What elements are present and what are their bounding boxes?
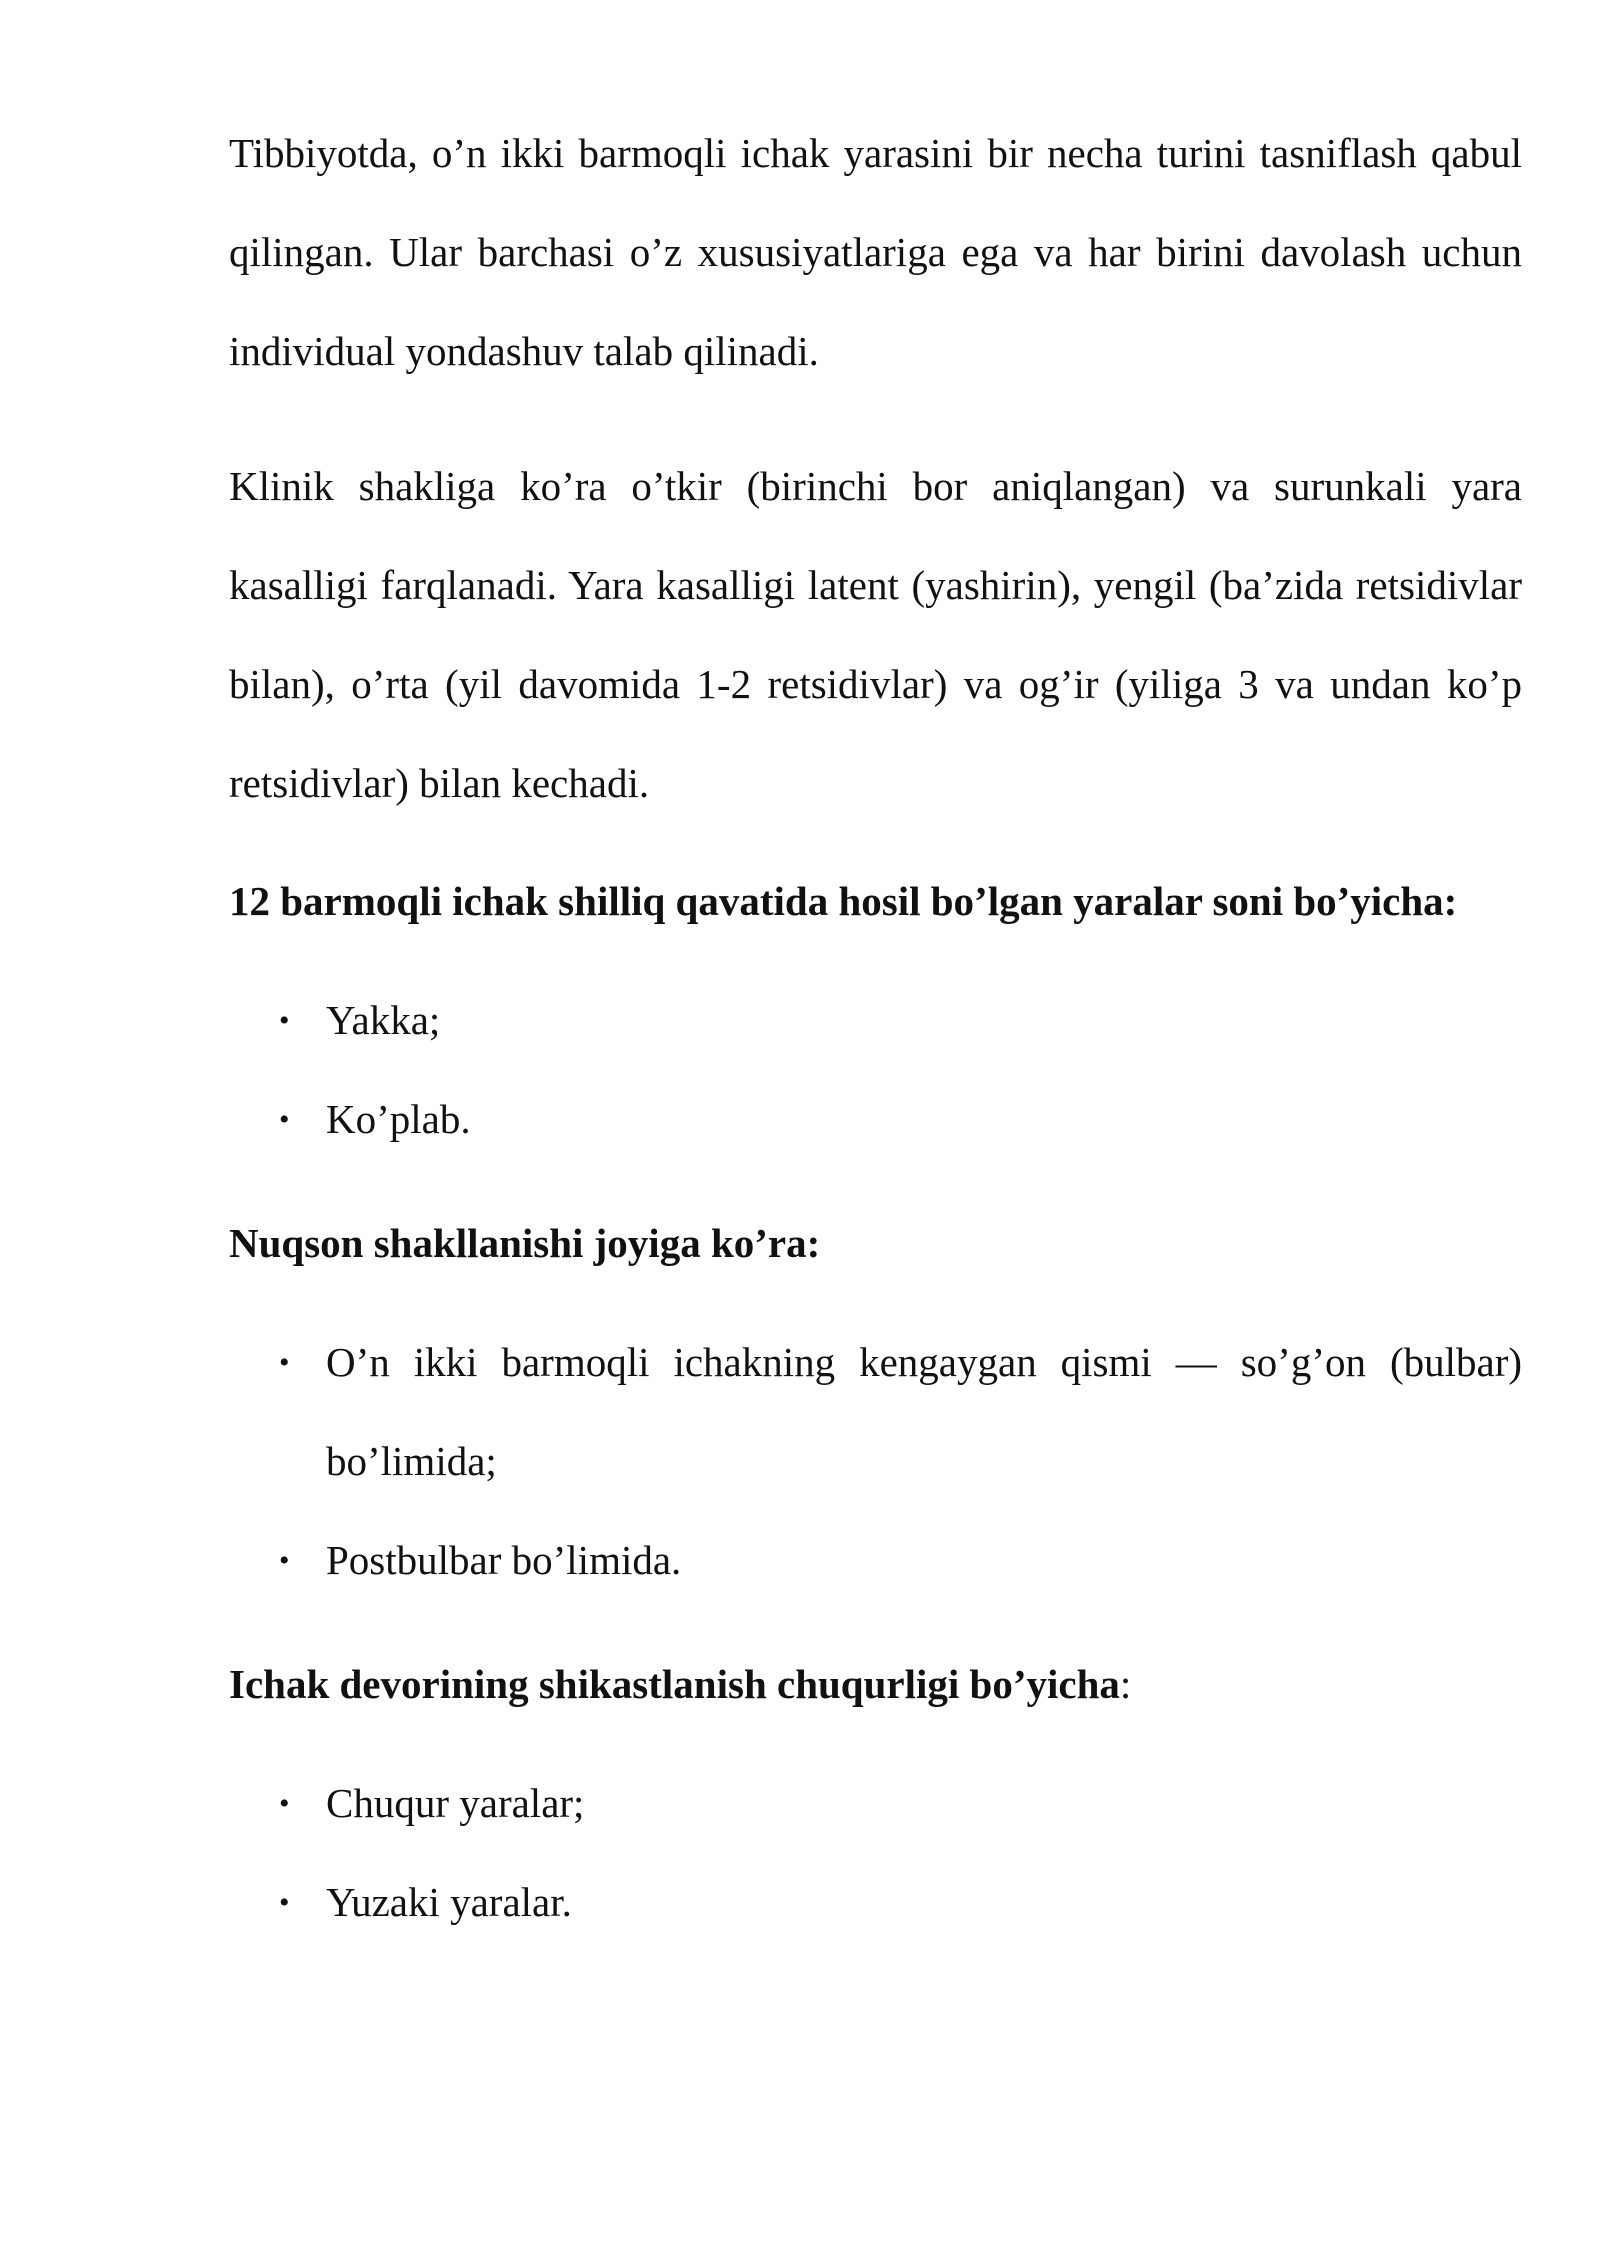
- list-item-text: Postbulbar bo’limida.: [326, 1537, 682, 1583]
- bullet-icon: •: [279, 1544, 290, 1577]
- list-item-text: Chuqur yaralar;: [326, 1780, 585, 1826]
- list-item-text: Yuzaki yaralar.: [326, 1879, 572, 1925]
- bullet-icon: •: [279, 1004, 290, 1037]
- list-item-text: Ko’plab.: [326, 1096, 471, 1142]
- list-item-text: O’n ikki barmoqli ichakning kengaygan qismi — so’g’on (bulbar) bo’limida;: [326, 1339, 1522, 1484]
- list-item: [229, 1511, 1522, 1610]
- section-heading-depth: [229, 1652, 1522, 1716]
- depth-list: [229, 1754, 1522, 1952]
- ulcer-count-list: [229, 971, 1522, 1169]
- list-item: [229, 1853, 1522, 1952]
- section-heading-text: Nuqson shakllanishi joyiga ko’ra:: [229, 1220, 821, 1266]
- list-item: [229, 1754, 1522, 1853]
- bullet-icon: •: [279, 1103, 290, 1136]
- location-list: [229, 1313, 1522, 1610]
- section-heading-ulcer-count: [229, 869, 1522, 933]
- section-heading-text: Ichak devorining shikastlanish chuqurligi bo’yicha: [229, 1661, 1120, 1707]
- clinical-form-paragraph: Klinik shakliga ko’ra o’tkir (birinchi bor aniqlangan) va surunkali yara kasalligi farqlanadi. Yara kasalligi latent (yashirin), yengil (ba’zida retsidivlar bilan), o’rta (yil davomida 1-2 retsidivlar) va og’ir (yiliga 3 va undan ko’p retsidivlar) bilan kechadi.: [229, 463, 1522, 806]
- bullet-icon: •: [279, 1787, 290, 1820]
- list-item: [229, 1313, 1522, 1511]
- intro-paragraph: Tibbiyotda, o’n ikki barmoqli ichak yarasini bir necha turini tasniflash qabul qilingan. Ular barchasi o’z xususiyatlariga ega va har birini davolash uchun individual yondashuv talab qilinadi.: [229, 130, 1522, 374]
- section-heading-location: [229, 1211, 1522, 1275]
- list-item: [229, 971, 1522, 1070]
- list-item: [229, 1070, 1522, 1169]
- bullet-icon: •: [279, 1346, 290, 1379]
- bullet-icon: •: [279, 1886, 290, 1919]
- section-heading-suffix: :: [1119, 1661, 1132, 1707]
- section-heading-text: 12 barmoqli ichak shilliq qavatida hosil bo’lgan yaralar soni bo’yicha:: [229, 878, 1458, 924]
- list-item-text: Yakka;: [326, 997, 441, 1043]
- document-body: [229, 104, 1522, 1994]
